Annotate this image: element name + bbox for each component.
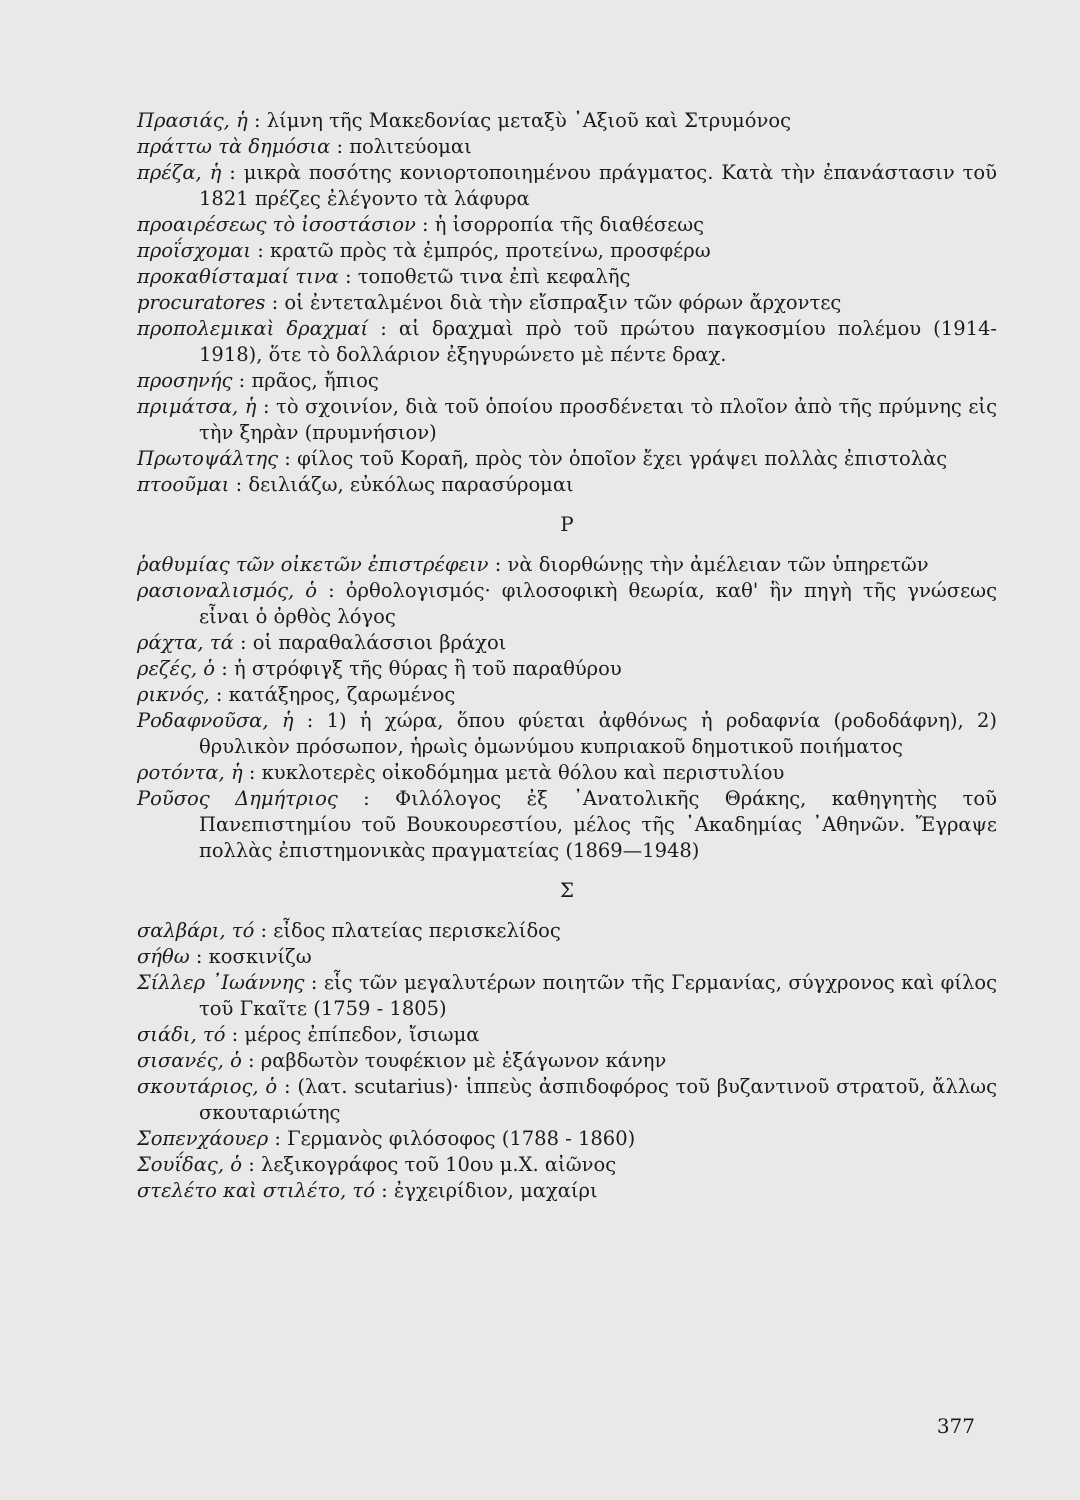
- glossary-entry: [137, 1152, 997, 1178]
- glossary-entry: [137, 394, 997, 446]
- entry-definition: ἐγχειρίδιον, μαχαίρι: [393, 1179, 598, 1202]
- entry-separator: :: [374, 1179, 394, 1202]
- entry-term: πρέζα, ἡ: [137, 161, 222, 184]
- entry-separator: :: [189, 945, 209, 968]
- entry-term: σιάδι, τό: [137, 1023, 226, 1046]
- glossary-entry: [137, 944, 997, 970]
- entry-term: προΐσχομαι: [137, 239, 252, 262]
- glossary-entry: [137, 630, 997, 656]
- glossary-entry: [137, 1048, 997, 1074]
- entry-definition: νὰ διορθώνῃς τὴν ἀμέλειαν τῶν ὑπηρετῶν: [507, 553, 929, 576]
- entry-term: ῥαθυμίας τῶν οἰκετῶν ἐπιστρέφειν: [137, 553, 489, 576]
- entry-term: προπολεμικαὶ δραχμαί: [137, 317, 369, 340]
- entry-term: σκουτάριος, ὁ: [137, 1075, 278, 1098]
- entry-separator: :: [415, 213, 435, 236]
- entry-definition: ἡ στρόφιγξ τῆς θύρας ἢ τοῦ παραθύρου: [234, 657, 622, 680]
- glossary-entry: [137, 760, 997, 786]
- entry-definition: αἱ δραχμαὶ πρὸ τοῦ πρώτου παγκοσμίου πολέμου (1914-1918), ὅτε τὸ δολλάριον ἐξηγυρώνετο μὲ πέντε δραχ.: [199, 317, 998, 366]
- entry-definition: ραβδωτὸν τουφέκιον μὲ ἑξάγωνον κάνην: [260, 1049, 667, 1072]
- entry-definition: Φιλόλογος ἐξ ᾿Ανατολικῆς Θράκης, καθηγητὴς τοῦ Πανεπιστημίου τοῦ Βουκουρεστίου, μέλος τῆς ᾿Ακαδημίας ᾿Αθηνῶν. Ἔγραψε πολλὰς ἐπιστημονικὰς πραγματείας (1869—1948): [199, 787, 997, 862]
- entry-definition: πρᾶος, ἤπιος: [251, 369, 379, 392]
- entry-term: πράττω τὰ δημόσια: [137, 135, 331, 158]
- entry-definition: λίμνη τῆς Μακεδονίας μεταξὺ ᾿Αξιοῦ καὶ Στρυμόνος: [266, 109, 791, 132]
- entry-definition: κοσκινίζω: [208, 945, 312, 968]
- entry-separator: :: [241, 1049, 261, 1072]
- entry-term: Σοπενχάουερ: [137, 1127, 269, 1150]
- entry-definition: (λατ. scutarius)· ἱππεὺς ἀσπιδοφόρος τοῦ βυζαντινοῦ στρατοῦ, ἄλλως σκουταριώτης: [199, 1075, 997, 1124]
- glossary-entry: [137, 212, 997, 238]
- glossary-entry: [137, 708, 997, 760]
- glossary-entry: [137, 786, 997, 864]
- entry-definition: οἱ ἐντεταλμένοι διὰ τὴν εἴσπραξιν τῶν φόρων ἄρχοντες: [284, 291, 842, 314]
- entry-separator: :: [229, 473, 249, 496]
- entry-definition: ἡ ἰσορροπία τῆς διαθέσεως: [434, 213, 705, 236]
- entry-definition: ὀρθολογισμός· φιλοσοφικὴ θεωρία, καθ' ἣν πηγὴ τῆς γνώσεως εἶναι ὁ ὀρθὸς λόγος: [199, 579, 998, 628]
- entry-definition: εἷς τῶν μεγαλυτέρων ποιητῶν τῆς Γερμανίας, σύγχρονος καὶ φίλος τοῦ Γκαῖτε (1759 - 1805): [199, 971, 997, 1020]
- entry-separator: :: [317, 579, 346, 602]
- entry-term: Σουΐδας, ὁ: [137, 1153, 242, 1176]
- glossary-list: [137, 108, 997, 1204]
- entry-definition: κυκλοτερὲς οἰκοδόμημα μετὰ θόλου καὶ περιστυλίου: [261, 761, 785, 784]
- section-letter-rho: Ρ: [560, 512, 574, 536]
- entry-separator: :: [254, 919, 274, 942]
- entry-separator: :: [488, 553, 508, 576]
- entry-term: Σίλλερ ᾿Ιωάννης: [137, 971, 305, 994]
- entry-separator: :: [277, 1075, 298, 1098]
- rho-section: [137, 552, 997, 864]
- glossary-entry: [137, 472, 997, 498]
- glossary-entry: [137, 108, 997, 134]
- entry-term: στελέτο καὶ στιλέτο, τό: [137, 1179, 375, 1202]
- entry-separator: :: [293, 709, 327, 732]
- entry-separator: :: [251, 239, 270, 262]
- entry-term: σαλβάρι, τό: [137, 919, 255, 942]
- entry-definition: τοποθετῶ τινα ἐπὶ κεφαλῆς: [357, 265, 631, 288]
- section-letter-sigma: Σ: [559, 878, 575, 902]
- glossary-entry: [137, 918, 997, 944]
- entry-separator: :: [247, 109, 267, 132]
- entry-definition: κρατῶ πρὸς τὰ ἐμπρός, προτείνω, προσφέρω: [270, 239, 711, 262]
- sigma-section: [137, 918, 997, 1204]
- glossary-entry: [137, 316, 997, 368]
- glossary-entry: [137, 1022, 997, 1048]
- entry-definition: κατάξηρος, ζαρωμένος: [228, 683, 456, 706]
- entry-separator: :: [225, 1023, 245, 1046]
- entry-definition: εἶδος πλατείας περισκελίδος: [273, 919, 561, 942]
- glossary-entry: [137, 290, 997, 316]
- glossary-entry: [137, 238, 997, 264]
- glossary-entry: [137, 578, 997, 630]
- glossary-entry: [137, 682, 997, 708]
- page-number: 377: [936, 1414, 975, 1438]
- glossary-entry: [137, 134, 997, 160]
- entry-separator: :: [368, 317, 399, 340]
- entry-definition: μικρὰ ποσότης κονιορτοποιημένου πράγματος. Κατὰ τὴν ἐπανάστασιν τοῦ 1821 πρέζες ἐλέγοντο τὰ λάφυρα: [199, 161, 998, 210]
- entry-separator: :: [330, 135, 350, 158]
- entry-separator: :: [304, 971, 324, 994]
- entry-separator: :: [338, 265, 358, 288]
- entry-term: προκαθίσταμαί τινα: [137, 265, 339, 288]
- glossary-entry: [137, 1126, 997, 1152]
- glossary-entry: [137, 264, 997, 290]
- entry-separator: :: [242, 1153, 261, 1176]
- entry-separator: :: [268, 1127, 288, 1150]
- entry-definition: φίλος τοῦ Κοραῆ, πρὸς τὸν ὁποῖον ἔχει γράψει πολλὰς ἐπιστολὰς: [297, 447, 948, 470]
- entry-separator: :: [215, 657, 234, 680]
- entry-term: ράχτα, τά: [137, 631, 234, 654]
- entry-term: ρασιοναλισμός, ὁ: [137, 579, 318, 602]
- entry-definition: Γερμανὸς φιλόσοφος (1788 - 1860): [287, 1127, 636, 1150]
- glossary-entry: [137, 970, 997, 1022]
- glossary-entry: [137, 552, 997, 578]
- entry-term: Πρασιάς, ἡ: [137, 109, 248, 132]
- entry-separator: :: [278, 447, 298, 470]
- glossary-entry: [137, 656, 997, 682]
- glossary-entry: [137, 368, 997, 394]
- entry-definition: οἱ παραθαλάσσιοι βράχοι: [252, 631, 507, 654]
- entry-separator: :: [233, 631, 253, 654]
- entry-term: Ροῦσος Δημήτριος: [137, 787, 338, 810]
- entry-separator: :: [232, 369, 252, 392]
- glossary-entry: [137, 446, 997, 472]
- glossary-entry: [137, 1074, 997, 1126]
- entry-separator: :: [265, 291, 285, 314]
- entry-separator: :: [256, 395, 277, 418]
- entry-term: πτοοῦμαι: [137, 473, 230, 496]
- entry-term: σισανές, ὁ: [137, 1049, 242, 1072]
- entry-separator: :: [221, 161, 244, 184]
- entry-term: ροτόντα, ἡ: [137, 761, 243, 784]
- entry-definition: τὸ σχοινίον, διὰ τοῦ ὁποίου προσδένεται τὸ πλοῖον ἀπὸ τῆς πρύμνης εἰς τὴν ξηρὰν (πρυμνήσιον): [199, 395, 997, 444]
- entry-term: πριμάτσα, ἡ: [137, 395, 257, 418]
- entry-term: procuratores: [137, 291, 266, 314]
- glossary-entry: [137, 1178, 997, 1204]
- entry-term: προαιρέσεως τὸ ἰσοστάσιον: [137, 213, 416, 236]
- glossary-entry: [137, 160, 997, 212]
- entry-term: Πρωτοψάλτης: [137, 447, 279, 470]
- entry-definition: μέρος ἐπίπεδον, ἴσιωμα: [244, 1023, 480, 1046]
- entry-separator: :: [337, 787, 396, 810]
- entry-term: προσηνής: [137, 369, 233, 392]
- pi-section: [137, 108, 997, 498]
- entry-term: σήθω: [137, 945, 190, 968]
- entry-term: ρεζές, ὁ: [137, 657, 216, 680]
- entry-separator: :: [209, 683, 229, 706]
- entry-definition: πολιτεύομαι: [349, 135, 472, 158]
- entry-separator: :: [242, 761, 262, 784]
- entry-definition: δειλιάζω, εὐκόλως παρασύρομαι: [248, 473, 574, 496]
- entry-term: ρικνός,: [137, 683, 210, 706]
- entry-definition: λεξικογράφος τοῦ 10ου μ.Χ. αἰῶνος: [260, 1153, 617, 1176]
- entry-definition: 1) ἡ χώρα, ὅπου φύεται ἀφθόνως ἡ ροδαφνία (ροδοδάφνη), 2) θρυλικὸν πρόσωπον, ἡρωὶς ὁμωνύμου κυπριακοῦ δημοτικοῦ ποιήματος: [199, 709, 998, 758]
- entry-term: Ροδαφνοῦσα, ἡ: [137, 709, 294, 732]
